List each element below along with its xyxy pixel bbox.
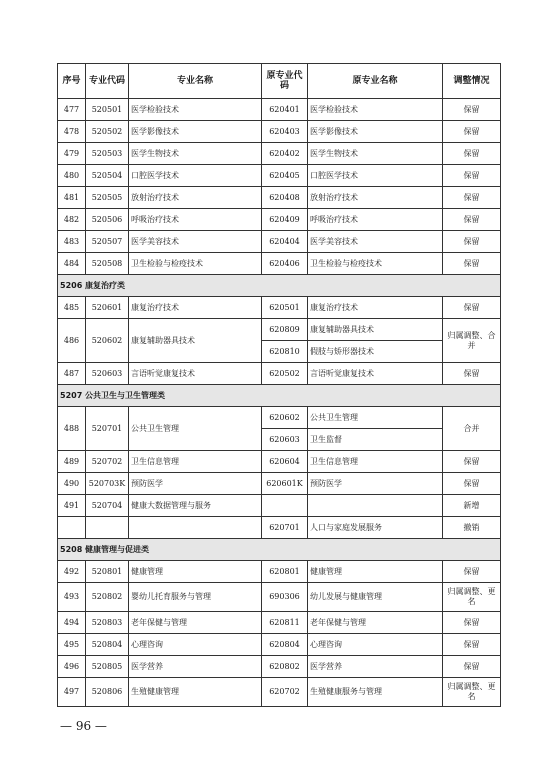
- header-adjust: 调整情况: [443, 64, 501, 99]
- cell-seq: 490: [58, 473, 86, 495]
- table-row: [58, 473, 501, 495]
- cell-orig-code: 620702: [262, 678, 308, 707]
- cell-orig-code: 620405: [262, 165, 308, 187]
- cell-code: 520703K: [86, 473, 129, 495]
- cell-orig-code: 620804: [262, 634, 308, 656]
- cell-seq: 477: [58, 99, 86, 121]
- cell-orig-name: 假肢与矫形器技术: [308, 341, 443, 363]
- cell-code: 520704: [86, 495, 129, 517]
- cell-orig-name: 卫生信息管理: [308, 451, 443, 473]
- category-row: [58, 385, 501, 407]
- cell-orig-name: 医学美容技术: [308, 231, 443, 253]
- cell-seq: 478: [58, 121, 86, 143]
- table-row: [58, 231, 501, 253]
- cell-name: 心理咨询: [129, 634, 262, 656]
- cell-name: [129, 517, 262, 539]
- cell-adjust: 保留: [443, 253, 501, 275]
- category-5207: 5207 公共卫生与卫生管理类: [58, 385, 501, 407]
- cell-orig-code: 620603: [262, 429, 308, 451]
- cell-orig-code: 620401: [262, 99, 308, 121]
- table-row: [58, 583, 501, 612]
- cell-code: 520505: [86, 187, 129, 209]
- category-5208: 5208 健康管理与促进类: [58, 539, 501, 561]
- table-row: [58, 656, 501, 678]
- cell-orig-name: 卫生监督: [308, 429, 443, 451]
- cell-seq: 496: [58, 656, 86, 678]
- cell-code: 520504: [86, 165, 129, 187]
- cell-name: 康复治疗技术: [129, 297, 262, 319]
- cell-orig-name: 医学生物技术: [308, 143, 443, 165]
- cell-name: 医学检验技术: [129, 99, 262, 121]
- cell-name: 言语听觉康复技术: [129, 363, 262, 385]
- cell-adjust: 保留: [443, 297, 501, 319]
- cell-adjust: 保留: [443, 561, 501, 583]
- cell-name: 医学美容技术: [129, 231, 262, 253]
- cell-adjust: 保留: [443, 187, 501, 209]
- cell-seq: 493: [58, 583, 86, 612]
- table-row: [58, 209, 501, 231]
- cell-seq: 480: [58, 165, 86, 187]
- cell-code: 520806: [86, 678, 129, 707]
- cell-orig-name: 心理咨询: [308, 634, 443, 656]
- cell-orig-code: 620502: [262, 363, 308, 385]
- cell-code: 520507: [86, 231, 129, 253]
- cell-code: 520805: [86, 656, 129, 678]
- cell-orig-name: 公共卫生管理: [308, 407, 443, 429]
- cell-orig-code: [262, 495, 308, 517]
- table-row: [58, 165, 501, 187]
- cell-code: 520508: [86, 253, 129, 275]
- cell-adjust: 保留: [443, 451, 501, 473]
- cell-code: 520804: [86, 634, 129, 656]
- table-row: [58, 495, 501, 517]
- cell-code: 520602: [86, 319, 129, 363]
- cell-seq: [58, 517, 86, 539]
- cell-code: 520601: [86, 297, 129, 319]
- table-row: [58, 517, 501, 539]
- cell-adjust: 撤销: [443, 517, 501, 539]
- table-row: [58, 407, 501, 429]
- cell-code: 520502: [86, 121, 129, 143]
- cell-seq: 487: [58, 363, 86, 385]
- cell-orig-name: 言语听觉康复技术: [308, 363, 443, 385]
- cell-adjust: 保留: [443, 634, 501, 656]
- cell-adjust: 保留: [443, 99, 501, 121]
- cell-orig-name: 康复辅助器具技术: [308, 319, 443, 341]
- cell-orig-name: 卫生检验与检疫技术: [308, 253, 443, 275]
- cell-orig-code: 620408: [262, 187, 308, 209]
- table-row: [58, 253, 501, 275]
- cell-orig-name: 呼吸治疗技术: [308, 209, 443, 231]
- cell-orig-name: 医学检验技术: [308, 99, 443, 121]
- table-row: [58, 634, 501, 656]
- cell-orig-code: 620801: [262, 561, 308, 583]
- cell-orig-code: 620802: [262, 656, 308, 678]
- cell-orig-code: 620402: [262, 143, 308, 165]
- table-header-row: [58, 64, 501, 99]
- cell-name: 口腔医学技术: [129, 165, 262, 187]
- cell-adjust: 保留: [443, 473, 501, 495]
- cell-adjust: 保留: [443, 143, 501, 165]
- cell-adjust: 保留: [443, 209, 501, 231]
- cell-adjust: 保留: [443, 121, 501, 143]
- cell-seq: 486: [58, 319, 86, 363]
- cell-orig-code: 620406: [262, 253, 308, 275]
- cell-orig-name: 医学营养: [308, 656, 443, 678]
- cell-orig-name: 生殖健康服务与管理: [308, 678, 443, 707]
- cell-seq: 491: [58, 495, 86, 517]
- cell-adjust: 保留: [443, 231, 501, 253]
- cell-seq: 495: [58, 634, 86, 656]
- cell-name: 公共卫生管理: [129, 407, 262, 451]
- cell-orig-code: 620811: [262, 612, 308, 634]
- cell-name: 预防医学: [129, 473, 262, 495]
- cell-adjust: 保留: [443, 363, 501, 385]
- category-row: [58, 275, 501, 297]
- cell-orig-code: 620404: [262, 231, 308, 253]
- cell-name: 呼吸治疗技术: [129, 209, 262, 231]
- cell-orig-code: 620501: [262, 297, 308, 319]
- cell-seq: 482: [58, 209, 86, 231]
- table-row: [58, 121, 501, 143]
- cell-code: 520506: [86, 209, 129, 231]
- table-row: [58, 99, 501, 121]
- cell-name: 健康管理: [129, 561, 262, 583]
- cell-orig-name: 康复治疗技术: [308, 297, 443, 319]
- cell-adjust: 归属调整、更名: [443, 583, 501, 612]
- cell-code: 520603: [86, 363, 129, 385]
- cell-name: 老年保健与管理: [129, 612, 262, 634]
- cell-seq: 489: [58, 451, 86, 473]
- cell-adjust: 归属调整、更名: [443, 678, 501, 707]
- cell-name: 医学营养: [129, 656, 262, 678]
- cell-orig-name: 口腔医学技术: [308, 165, 443, 187]
- cell-orig-code: 620602: [262, 407, 308, 429]
- cell-name: 卫生检验与检疫技术: [129, 253, 262, 275]
- cell-seq: 479: [58, 143, 86, 165]
- table-row: [58, 451, 501, 473]
- cell-orig-code: 620601K: [262, 473, 308, 495]
- cell-name: 婴幼儿托育服务与管理: [129, 583, 262, 612]
- cell-code: 520503: [86, 143, 129, 165]
- cell-code: 520803: [86, 612, 129, 634]
- cell-name: 医学生物技术: [129, 143, 262, 165]
- header-name: 专业名称: [129, 64, 262, 99]
- cell-code: 520501: [86, 99, 129, 121]
- cell-name: 医学影像技术: [129, 121, 262, 143]
- cell-orig-code: 620403: [262, 121, 308, 143]
- cell-orig-code: 620810: [262, 341, 308, 363]
- category-row: [58, 539, 501, 561]
- cell-orig-name: 放射治疗技术: [308, 187, 443, 209]
- cell-seq: 488: [58, 407, 86, 451]
- cell-seq: 485: [58, 297, 86, 319]
- cell-code: 520802: [86, 583, 129, 612]
- cell-adjust: 保留: [443, 612, 501, 634]
- cell-orig-name: 人口与家庭发展服务: [308, 517, 443, 539]
- cell-orig-name: 老年保健与管理: [308, 612, 443, 634]
- table-row: [58, 187, 501, 209]
- cell-seq: 483: [58, 231, 86, 253]
- cell-name: 放射治疗技术: [129, 187, 262, 209]
- cell-seq: 492: [58, 561, 86, 583]
- cell-adjust: 新增: [443, 495, 501, 517]
- header-orig-code: 原专业代码: [262, 64, 308, 99]
- cell-orig-code: 620409: [262, 209, 308, 231]
- table-row: [58, 612, 501, 634]
- cell-orig-name: 幼儿发展与健康管理: [308, 583, 443, 612]
- cell-name: 康复辅助器具技术: [129, 319, 262, 363]
- cell-name: 健康大数据管理与服务: [129, 495, 262, 517]
- cell-orig-code: 620701: [262, 517, 308, 539]
- page-number: — 96 —: [60, 719, 107, 733]
- cell-code: 520801: [86, 561, 129, 583]
- cell-code: 520701: [86, 407, 129, 451]
- table-row: [58, 319, 501, 341]
- major-catalog-table: [57, 63, 501, 707]
- cell-code: [86, 517, 129, 539]
- table-row: [58, 363, 501, 385]
- cell-orig-name: 预防医学: [308, 473, 443, 495]
- header-code: 专业代码: [86, 64, 129, 99]
- cell-adjust: 归属调整、合并: [443, 319, 501, 363]
- cell-adjust: 合并: [443, 407, 501, 451]
- cell-code: 520702: [86, 451, 129, 473]
- table-row: [58, 297, 501, 319]
- header-seq: 序号: [58, 64, 86, 99]
- table-row: [58, 561, 501, 583]
- category-5206: 5206 康复治疗类: [58, 275, 501, 297]
- table-row: [58, 678, 501, 707]
- cell-seq: 481: [58, 187, 86, 209]
- cell-seq: 494: [58, 612, 86, 634]
- cell-name: 生殖健康管理: [129, 678, 262, 707]
- cell-orig-name: 健康管理: [308, 561, 443, 583]
- cell-adjust: 保留: [443, 656, 501, 678]
- cell-orig-code: 690306: [262, 583, 308, 612]
- cell-adjust: 保留: [443, 165, 501, 187]
- cell-orig-code: 620809: [262, 319, 308, 341]
- cell-seq: 497: [58, 678, 86, 707]
- cell-orig-name: 医学影像技术: [308, 121, 443, 143]
- table-row: [58, 143, 501, 165]
- cell-orig-code: 620604: [262, 451, 308, 473]
- header-orig-name: 原专业名称: [308, 64, 443, 99]
- cell-seq: 484: [58, 253, 86, 275]
- cell-orig-name: [308, 495, 443, 517]
- cell-name: 卫生信息管理: [129, 451, 262, 473]
